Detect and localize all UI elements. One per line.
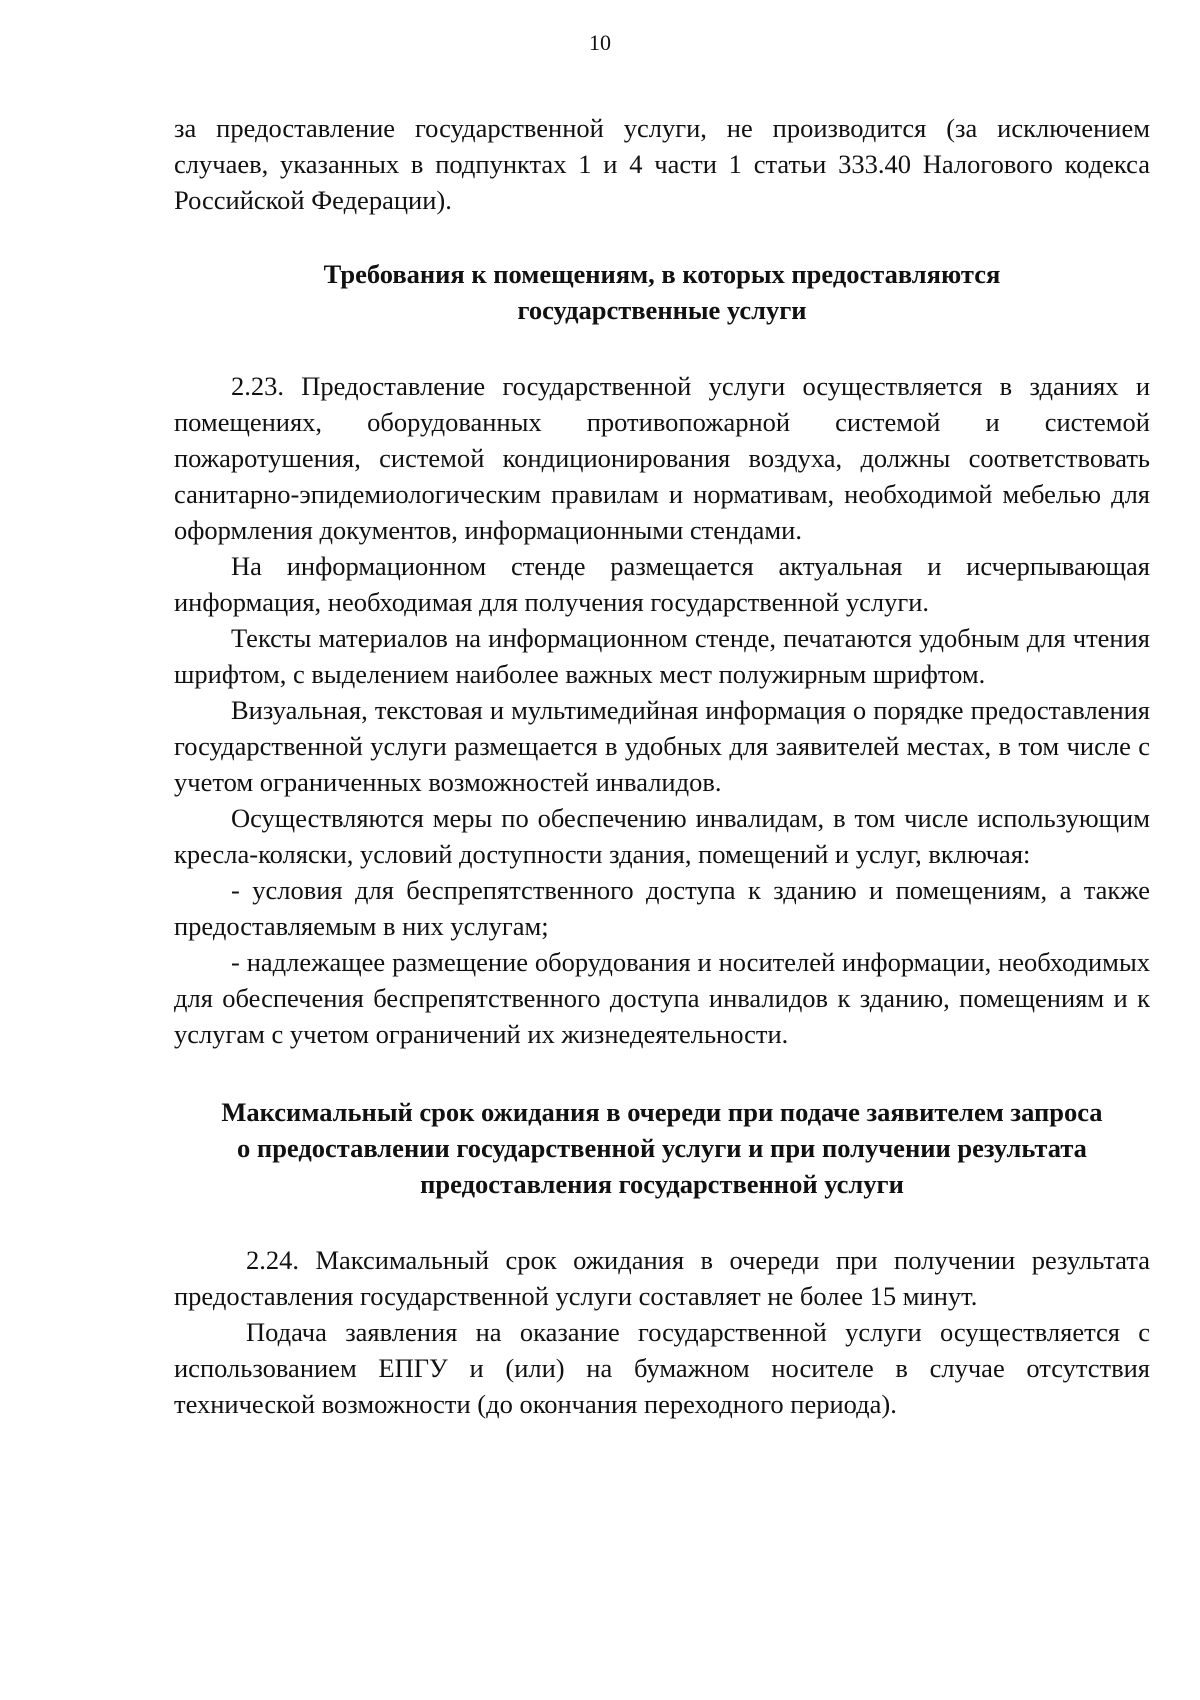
paragraph-stand-info: На информационном стенде размещается актуальная и исчерпывающая информация, необходимая для получения государственной услуги.: [174, 551, 1150, 617]
page-number: 10: [589, 30, 611, 55]
section-heading-queue-time: [174, 1094, 1150, 1202]
heading-line: Максимальный срок ожидания в очереди при подаче заявителем запроса: [221, 1097, 1103, 1127]
list-item-equipment-placement: - надлежащее размещение оборудования и носителей информации, необходимых для обеспечения беспрепятственного доступа инвалидов к зданию, помещениям и к услугам с учетом ограничений их жизнедеятельности.: [174, 947, 1150, 1049]
paragraph-2-23: 2.23. Предоставление государственной услуги осуществляется в зданиях и помещениях, оборудованных противопожарной системой и системой пожаротушения, системой кондиционирования воздуха, должны соответствовать санитарно-эпидемиологическим правилам и нормативам, необходимой мебелью для оформления документов, информационными стендами.: [174, 371, 1150, 545]
paragraph-stand-font: Тексты материалов на информационном стенде, печатаются удобным для чтения шрифтом, с выделением наиболее важных мест полужирным шрифтом.: [174, 623, 1150, 689]
paragraph-2-24: 2.24. Максимальный срок ожидания в очереди при получении результата предоставления государственной услуги составляет не более 15 минут.: [174, 1245, 1150, 1311]
heading-line: Требования к помещениям, в которых предоставляются: [323, 259, 1001, 289]
section-heading-premises: [174, 256, 1150, 328]
paragraph-visual-info: Визуальная, текстовая и мультимедийная информация о порядке предоставления государственной услуги размещается в удобных для заявителей местах, в том числе с учетом ограниченных возможностей инвалидов.: [174, 695, 1150, 797]
list-item-access-conditions: - условия для беспрепятственного доступа к зданию и помещениям, а также предоставляемым в них услугам;: [174, 875, 1150, 941]
document-body: [174, 110, 1150, 1422]
heading-line: предоставления государственной услуги: [420, 1169, 904, 1199]
paragraph-submission: Подача заявления на оказание государственной услуги осуществляется с использованием ЕПГУ и (или) на бумажном носителе в случае отсутствия технической возможности (до окончания переходного периода).: [174, 1317, 1150, 1419]
heading-line: государственные услуги: [517, 295, 807, 325]
paragraph-accessibility-measures: Осуществляются меры по обеспечению инвалидам, в том числе использующим кресла-коляски, условий доступности здания, помещений и услуг, включая:: [174, 803, 1150, 869]
heading-line: о предоставлении государственной услуги и при получении результата: [237, 1133, 1087, 1163]
intro-paragraph: за предоставление государственной услуги, не производится (за исключением случаев, указанных в подпунктах 1 и 4 части 1 статьи 333.40 Налогового кодекса Российской Федерации).: [174, 113, 1150, 215]
